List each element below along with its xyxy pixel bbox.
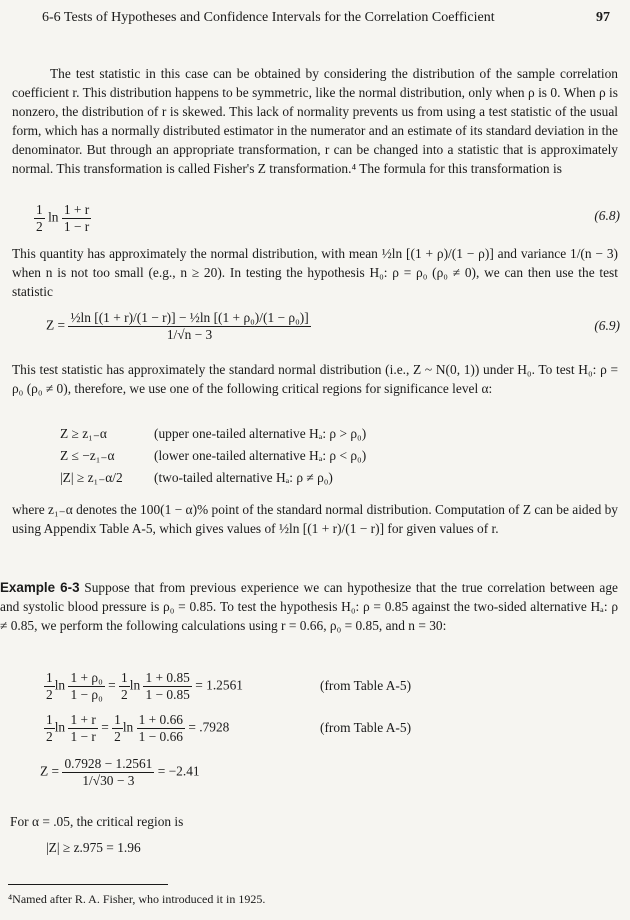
critical-region-result: |Z| ≥ z.975 = 1.96	[46, 840, 141, 855]
equation-6-9: Z = $\frac{\text{½ln [(1 + r)/(1 − r)] − ½ln [(1 + ρ₀)/(1 − ρ₀)]}}{1/√n - 3}$	[46, 310, 309, 342]
running-header	[28, 10, 610, 30]
calculation-line: $\frac{1}{2}$ ln $\frac{1 + r}{1 - r}$ = $\frac{1}{2}$ ln $\frac{1 + 0.66}{1 - 0.66}$ = .7928	[46, 712, 230, 744]
page-number: 97	[596, 10, 610, 25]
critical-region-row: Z ≤ −z₁₋α (lower one-tailed alternative Hₐ: ρ < ρ₀)	[60, 448, 367, 463]
example-6-3	[0, 578, 618, 635]
alpha-line: For α = .05, the critical region is	[10, 814, 184, 829]
table-note: (from Table A-5)	[320, 678, 412, 693]
intro-paragraph: The test statistic in this case can be obtained by considering the distribution of the sample correlation coefficient r. This distribution happens to be symmetric, like the normal distribution, only when ρ is 0. When ρ is nonzero, the distribution of r is skewed. This lack of normality prevents us from using a test statistic of the usual form, which has a normally distributed estimator in the numerator and an estimate of its standard deviation in the denominator. But through an appropriate transformation, r can be changed into a statistic that is approximately normal. This transformation is called Fisher's Z transformation.⁴ The formula for this transformation is	[12, 66, 618, 176]
section-title: 6-6 Tests of Hypotheses and Confidence Intervals for the Correlation Coefficient	[42, 10, 495, 25]
critical-region-row: |Z| ≥ z₁₋α/2 (two-tailed alternative Hₐ: ρ ≠ ρ₀)	[60, 470, 333, 485]
example-label: Example 6-3	[0, 580, 80, 595]
critical-region-row: Z ≥ z₁₋α (upper one-tailed alternative Hₐ: ρ > ρ₀)	[60, 426, 367, 441]
table-note: (from Table A-5)	[320, 720, 412, 735]
footnote-rule	[8, 884, 168, 885]
after-critical-paragraph: where z₁₋α denotes the 100(1 − α)% point of the standard normal distribution. Computation of Z can be aided by using Appendix Table A-5, which gives values of ½ln [(1 + r)/(1 − r)] for given values of r.	[12, 502, 618, 536]
after-eq69-paragraph: This test statistic has approximately the standard normal distribution (i.e., Z ~ N(0, 1)) under H₀. To test H₀: ρ = ρ₀ (ρ₀ ≠ 0), therefore, we use one of the following critical regions for significance level α:	[12, 362, 618, 396]
after-eq68-paragraph: This quantity has approximately the normal distribution, with mean ½ln [(1 + ρ)/(1 − ρ)] and variance 1/(n − 3) when n is not too small (e.g., n ≥ 20). In testing the hypothesis H₀: ρ = ρ₀ (ρ₀ ≠ 0), we can then use the test statistic	[12, 246, 618, 299]
equation-6-9-label: (6.9)	[594, 318, 620, 333]
z-calculation: Z = $\frac{0.7928 - 1.2561}{1/√30 - 3}$ = −2.41	[40, 756, 200, 788]
calculation-line: $\frac{1}{2}$ ln $\frac{\text{1 + ρ₀}}{\text{1 − ρ₀}}$ = $\frac{1}{2}$ ln $\frac{1 + 0.85}{1 - 0.85}$ = 1.2561	[46, 670, 243, 702]
example-text: Suppose that from previous experience we can hypothesize that the true correlation between age and systolic blood pressure is ρ₀ = 0.85. To test the hypothesis H₀: ρ = 0.85 against the two-sided alternative Hₐ: ρ ≠ 0.85, we perform the following calculations using r = 0.66, ρ₀ = 0.85, and n = 30:	[0, 580, 618, 633]
footnote: ⁴Named after R. A. Fisher, who introduced it in 1925.	[8, 892, 266, 906]
equation-6-8-label: (6.8)	[594, 208, 620, 223]
equation-6-8: $\frac{1}{2}$ ln $\frac{1 + r}{1 - r}$	[36, 202, 90, 234]
